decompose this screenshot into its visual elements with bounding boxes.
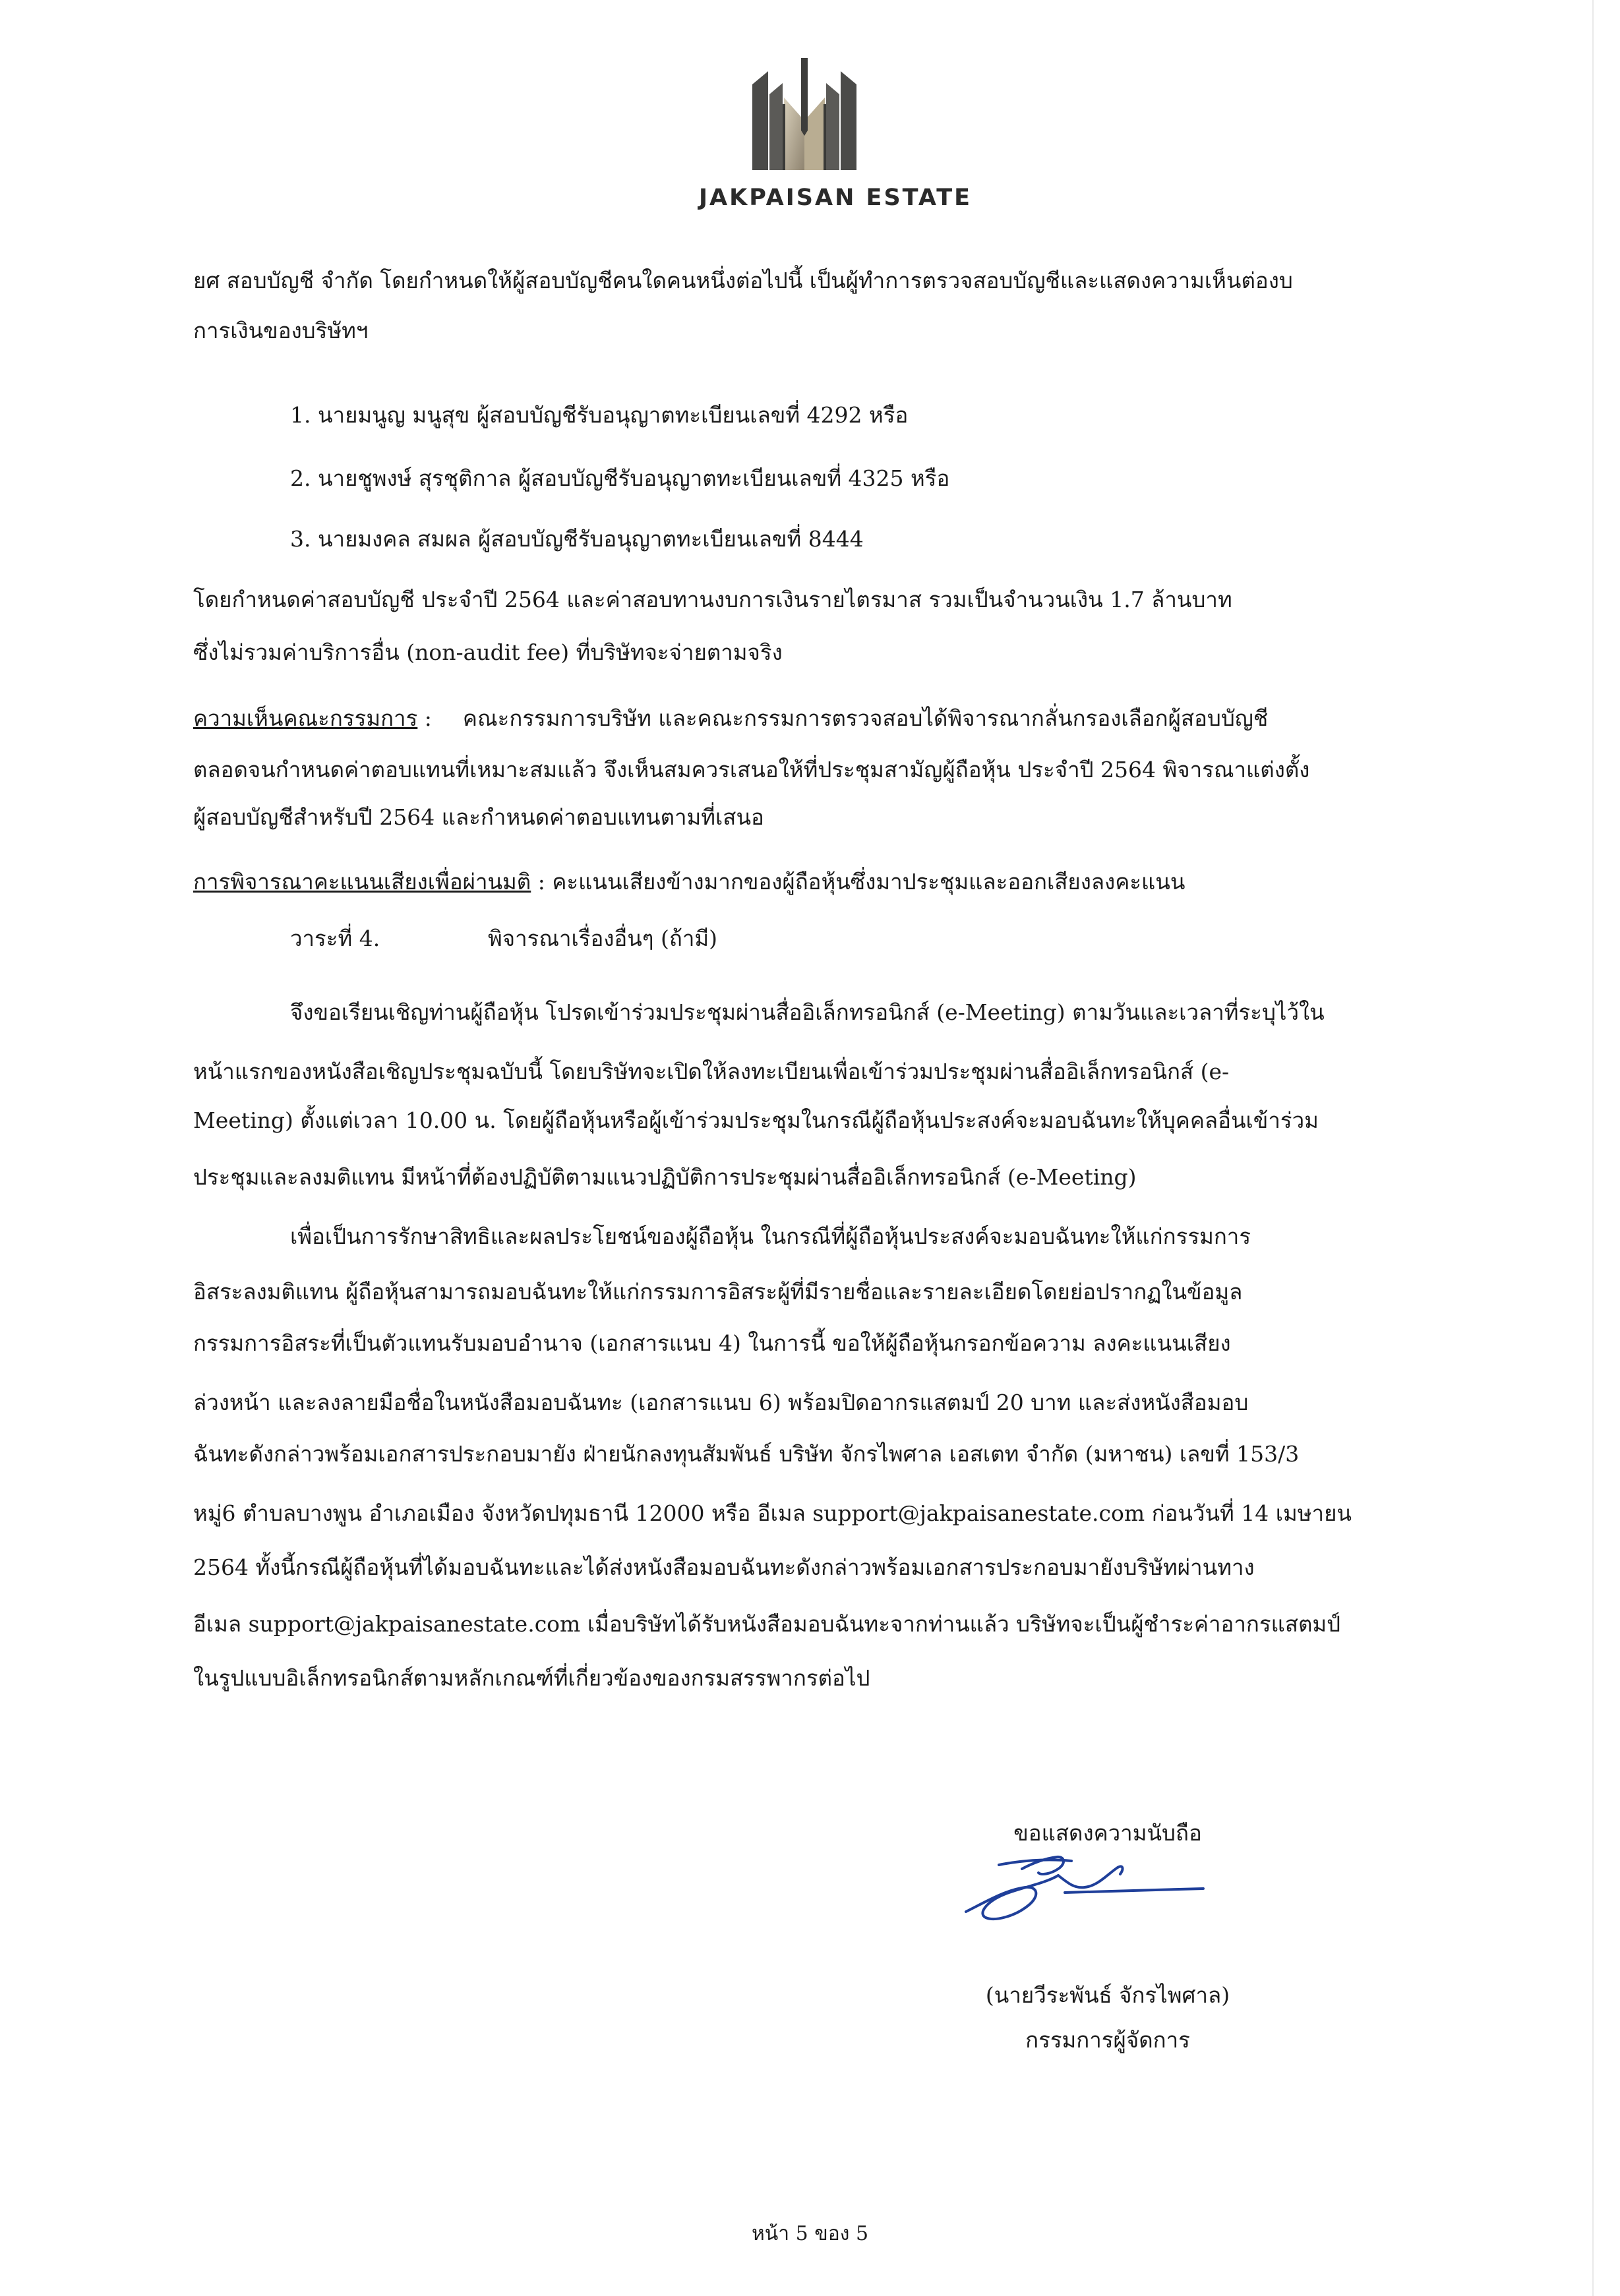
invite-line: จึงขอเรียนเชิญท่านผู้ถือหุ้น โปรดเข้าร่วมประชุมผ่านสื่ออิเล็กทรอนิกส์ (e-Meeting) ตามวันและเวลาที่ระบุไว้ใน xyxy=(290,999,1325,1025)
company-logo xyxy=(699,58,972,211)
signer-name: (นายวีระพันธ์ จักรไพศาล) xyxy=(985,1982,1230,2008)
vote-requirement xyxy=(193,857,1433,907)
proxy-line: อิสระลงมติแทน ผู้ถือหุ้นสามารถมอบฉันทะให้แก่กรรมการอิสระผู้ที่มีรายชื่อและรายละเอียดโดยย่อปรากฏในข้อมูล xyxy=(193,1279,1243,1305)
board-opinion-text: คณะกรรมการบริษัท และคณะกรรมการตรวจสอบได้พิจารณากลั่นกรองเลือกผู้สอบบัญชี xyxy=(462,705,1269,731)
vote-text: : คะแนนเสียงข้างมากของผู้ถือหุ้นซึ่งมาประชุมและออกเสียงลงคะแนน xyxy=(531,869,1185,895)
agenda-title: พิจารณาเรื่องอื่นๆ (ถ้ามี) xyxy=(488,926,718,951)
page-number: หน้า 5 ของ 5 xyxy=(751,2222,869,2245)
invite-line: Meeting) ตั้งแต่เวลา 10.00 น. โดยผู้ถือหุ้นหรือผู้เข้าร่วมประชุมในกรณีผู้ถือหุ้นประสงค์จะมอบฉันทะให้บุคคลอื่นเข้าร่วม xyxy=(193,1107,1319,1133)
board-opinion-line-2: ตลอดจนกำหนดค่าตอบแทนที่เหมาะสมแล้ว จึงเห็นสมควรเสนอให้ที่ประชุมสามัญผู้ถือหุ้น ประจำปี 2564 พิจารณาแต่งตั้ง xyxy=(193,757,1310,782)
invite-line: หน้าแรกของหนังสือเชิญประชุมฉบับนี้ โดยบริษัทจะเปิดให้ลงทะเบียนเพื่อเข้าร่วมประชุมผ่านสื่ออิเล็กทรอนิกส์ (e- xyxy=(193,1059,1230,1084)
vote-label: การพิจารณาคะแนนเสียงเพื่อผ่านมติ xyxy=(193,869,531,895)
proxy-line: กรรมการอิสระที่เป็นตัวแทนรับมอบอำนาจ (เอกสารแนบ 4) ในการนี้ ขอให้ผู้ถือหุ้นกรอกข้อความ ลงคะแนนเสียง xyxy=(193,1330,1231,1356)
agenda-number: วาระที่ 4. xyxy=(290,926,380,951)
auditor-item: 1. นายมนูญ มนูสุข ผู้สอบบัญชีรับอนุญาตทะเบียนเลขที่ 4292 หรือ xyxy=(290,402,909,428)
page-edge-line xyxy=(1592,0,1594,2296)
signer-title: กรรมการผู้จัดการ xyxy=(1025,2027,1190,2053)
proxy-line: เพื่อเป็นการรักษาสิทธิและผลประโยชน์ของผู้ถือหุ้น ในกรณีที่ผู้ถือหุ้นประสงค์จะมอบฉันทะให้แก่กรรมการ xyxy=(290,1223,1251,1249)
proxy-line: อีเมล support@jakpaisanestate.com เมื่อบริษัทได้รับหนังสือมอบฉันทะจากท่านแล้ว บริษัทจะเป็นผู้ชำระค่าอากรแสตมป์ xyxy=(193,1611,1341,1637)
intro-line-2: การเงินของบริษัทฯ xyxy=(193,318,369,343)
proxy-line: ฉันทะดังกล่าวพร้อมเอกสารประกอบมายัง ฝ่ายนักลงทุนสัมพันธ์ บริษัท จักรไพศาล เอสเตท จำกัด (มหาชน) เลขที่ 153/3 xyxy=(193,1441,1300,1467)
proxy-line: ล่วงหน้า และลงลายมือชื่อในหนังสือมอบฉันทะ (เอกสารแนบ 6) พร้อมปิดอากรแสตมป์ 20 บาท และส่งหนังสือมอบ xyxy=(193,1390,1249,1415)
invite-line: ประชุมและลงมติแทน มีหน้าที่ต้องปฏิบัติตามแนวปฏิบัติการประชุมผ่านสื่ออิเล็กทรอนิกส์ (e-Meeting) xyxy=(193,1164,1137,1190)
intro-line-1: ยศ สอบบัญชี จำกัด โดยกำหนดให้ผู้สอบบัญชีคนใดคนหนึ่งต่อไปนี้ เป็นผู้ทำการตรวจสอบบัญชีและแสดงความเห็นต่องบ xyxy=(193,268,1293,293)
fee-line-2: ซึ่งไม่รวมค่าบริการอื่น (non-audit fee) ที่บริษัทจะจ่ายตามจริง xyxy=(193,639,783,665)
company-name: JAKPAISAN ESTATE xyxy=(699,185,972,211)
proxy-line: 2564 ทั้งนี้กรณีผู้ถือหุ้นที่ได้มอบฉันทะและได้ส่งหนังสือมอบฉันทะดังกล่าวพร้อมเอกสารประกอบมายังบริษัทผ่านทาง xyxy=(193,1554,1255,1580)
proxy-line: หมู่6 ตำบลบางพูน อำเภอเมือง จังหวัดปทุมธานี 12000 หรือ อีเมล support@jakpaisanestate.com ก่อนวันที่ 14 เมษายน xyxy=(193,1500,1352,1526)
board-opinion-separator: : xyxy=(417,705,432,731)
building-logo-icon xyxy=(748,58,860,170)
fee-line-1: โดยกำหนดค่าสอบบัญชี ประจำปี 2564 และค่าสอบทานงบการเงินรายไตรมาส รวมเป็นจำนวนเงิน 1.7 ล้านบาท xyxy=(193,587,1232,612)
closing-regards: ขอแสดงความนับถือ xyxy=(1013,1820,1202,1846)
board-opinion-line-3: ผู้สอบบัญชีสำหรับปี 2564 และกำหนดค่าตอบแทนตามที่เสนอ xyxy=(193,804,764,830)
board-opinion xyxy=(193,693,1433,744)
handwritten-signature xyxy=(959,1849,1210,1935)
auditor-item: 3. นายมงคล สมผล ผู้สอบบัญชีรับอนุญาตทะเบียนเลขที่ 8444 xyxy=(290,526,864,552)
auditor-item: 2. นายชูพงษ์ สุรชุติกาล ผู้สอบบัญชีรับอนุญาตทะเบียนเลขที่ 4325 หรือ xyxy=(290,465,950,491)
proxy-line: ในรูปแบบอิเล็กทรอนิกส์ตามหลักเกณฑ์ที่เกี่ยวข้องของกรมสรรพากรต่อไป xyxy=(193,1665,870,1691)
agenda-item xyxy=(290,914,1530,964)
board-opinion-label: ความเห็นคณะกรรมการ xyxy=(193,705,418,731)
